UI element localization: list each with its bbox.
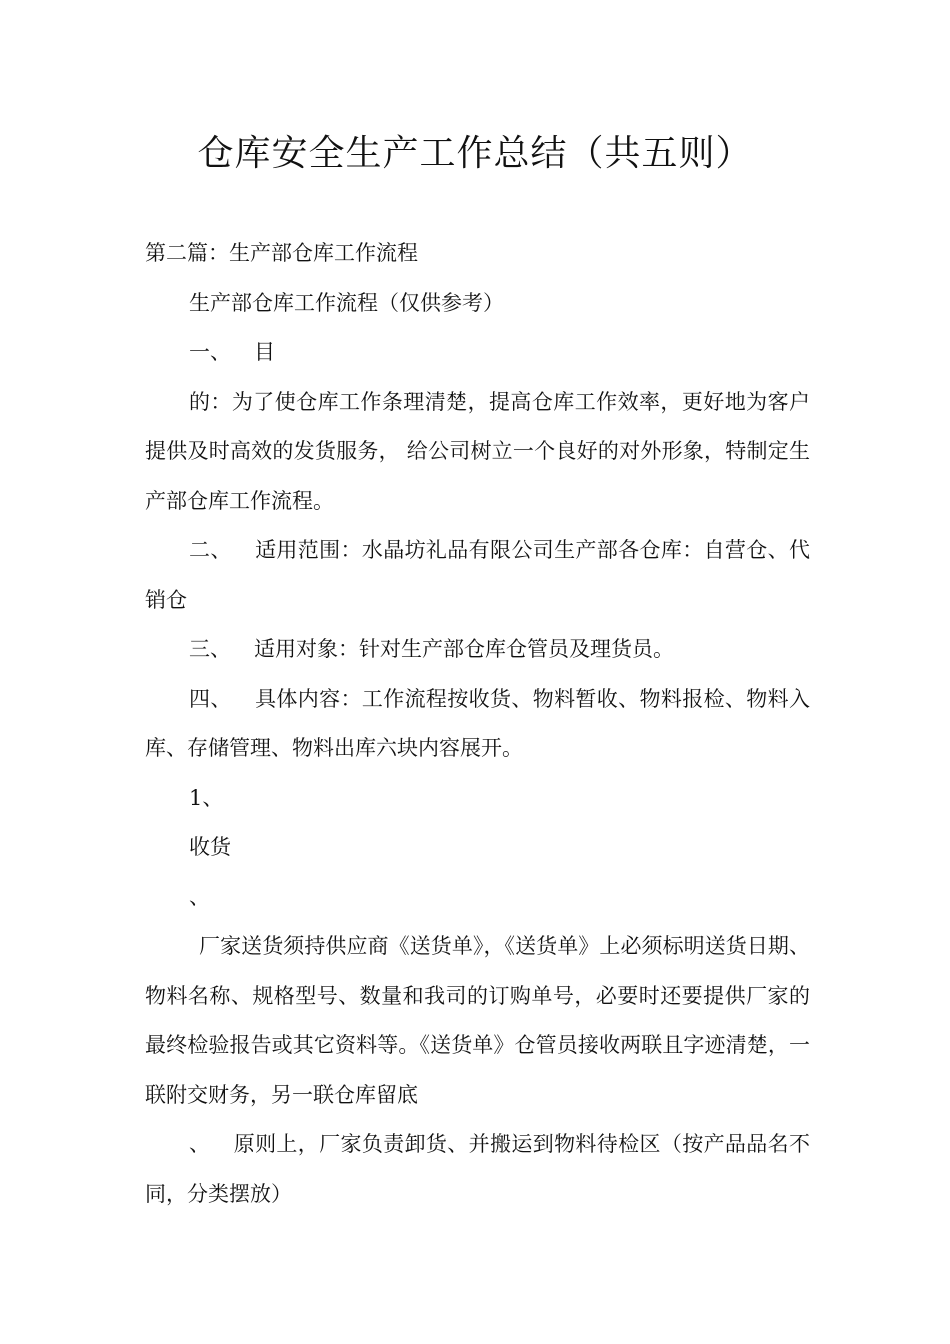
list-item-target [145,625,810,675]
list-marker: 二、 [189,538,232,562]
purpose-paragraph: 的：为了使仓库工作条理清楚，提高仓库工作效率，更好地为客户提供及时高效的发货服务， 给公司树立一个良好的对外形象，特制定生产部仓库工作流程。 [145,389,810,513]
list-item-label: 目 [254,340,275,364]
principle-mark: 、 [189,1132,211,1156]
list-item-text: 适用范围：水晶坊礼品有限公司生产部各仓库：自营仓、代销仓 [145,538,811,612]
document-title: 仓库安全生产工作总结（共五则） [197,133,753,174]
subheading-text: 生产部仓库工作流程（仅供参考） [189,290,504,315]
delivery-paragraph: 厂家送货须持供应商《送货单》，《送货单》上必须标明送货日期、物料名称、规格型号、数量和我司的订购单号，必要时还要提供厂家的最终检验报告或其它资料等。《送货单》仓管员接收两联且字迹清楚，一联附交财务，另一联仓库留底 [145,934,810,1107]
list-marker: 一、 [189,340,231,364]
subheading [145,279,810,329]
section-heading: 第二篇：生产部仓库工作流程 [145,241,418,265]
sub-item-title: 收货 [189,835,231,859]
sub-item-mark: 、 [189,884,210,909]
list-item-text: 适用对象：针对生产部仓库仓管员及理货员。 [254,637,674,661]
principle-text: 原则上，厂家负责卸货、并搬运到物料待检区（按产品品名不同，分类摆放） [145,1132,810,1206]
list-item-content [145,675,810,774]
list-marker: 四、 [189,686,232,711]
list-marker: 三、 [189,637,231,661]
list-item-text: 具体内容：工作流程按收货、物料暂收、物料报检、物料入库、存储管理、物料出库六块内容展开。 [145,686,811,760]
list-item-purpose-heading [145,328,810,378]
list-item-scope [145,526,810,625]
document-body [145,229,810,1219]
principle-paragraph [145,1120,810,1219]
sub-item-number: 1、 [189,785,224,810]
